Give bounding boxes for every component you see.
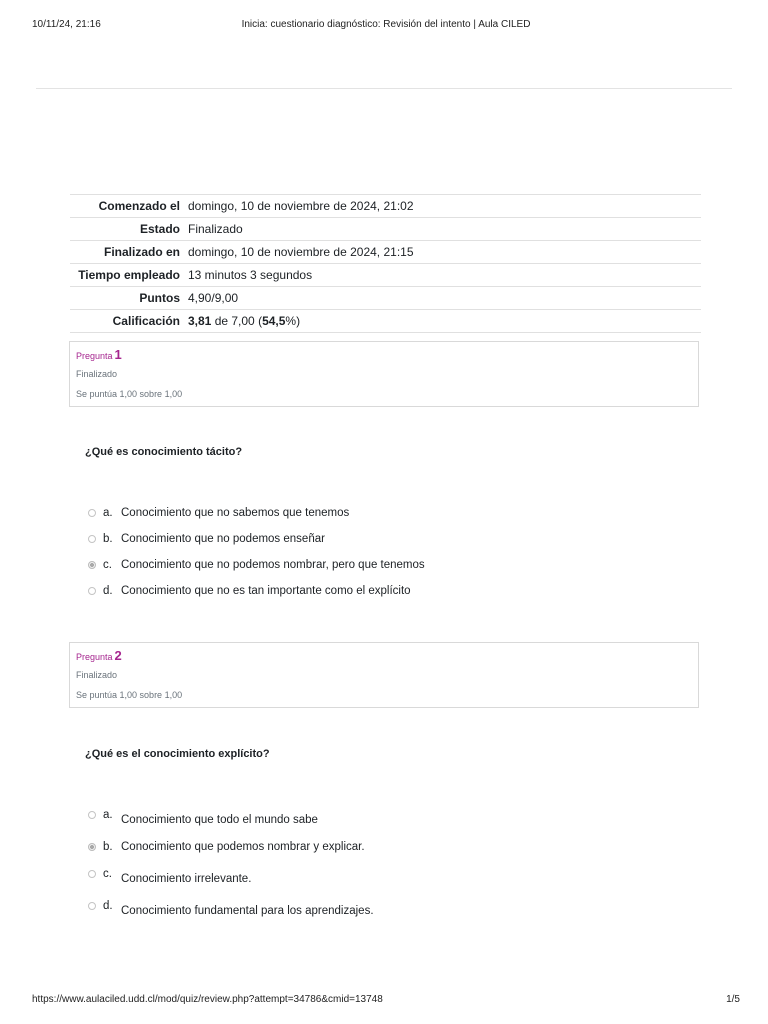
grade-middle: de 7,00 ( [211,314,263,328]
radio-button[interactable] [88,902,96,910]
radio-button[interactable] [88,587,96,595]
answer-option[interactable] [88,507,349,519]
attempt-summary-table [70,194,701,333]
header-divider [36,88,732,89]
summary-value: domingo, 10 de noviembre de 2024, 21:15 [188,245,414,259]
answer-letter: d. [103,585,113,597]
answer-option[interactable] [88,900,374,917]
answer-option[interactable] [88,533,325,545]
summary-label: Puntos [139,291,180,305]
summary-value: 13 minutos 3 segundos [188,268,313,282]
radio-button[interactable] [88,870,96,878]
answer-letter: c. [103,559,112,571]
answer-letter: d. [103,900,113,912]
answer-text: Conocimiento que todo el mundo sabe [121,814,318,826]
answer-option[interactable] [88,809,318,826]
question-info-box [69,642,699,708]
question-prefix: Pregunta [76,652,113,662]
summary-value: 4,90/9,00 [188,291,239,305]
answer-option[interactable] [88,841,365,853]
answer-letter: b. [103,841,113,853]
summary-label: Calificación [112,314,180,328]
print-url: https://www.aulaciled.udd.cl/mod/quiz/review.php?attempt=34786&cmid=13748 [32,994,383,1005]
summary-label: Finalizado en [103,245,180,259]
summary-value: Finalizado [188,222,243,236]
answer-text: Conocimiento que podemos nombrar y explicar. [121,841,365,853]
summary-value: domingo, 10 de noviembre de 2024, 21:02 [188,199,414,213]
summary-row [70,287,701,310]
answer-letter: b. [103,533,113,545]
question-grade: Se puntúa 1,00 sobre 1,00 [76,389,183,399]
summary-row [70,264,701,287]
question-number-value: 1 [114,347,122,362]
summary-row-grade [70,310,701,333]
grade-suffix: %) [285,314,301,328]
answer-text: Conocimiento que no es tan importante como el explícito [121,585,411,597]
print-page-title: Inicia: cuestionario diagnóstico: Revisión del intento | Aula CILED [241,19,531,30]
page-counter: 1/5 [726,994,740,1005]
radio-button[interactable] [88,811,96,819]
radio-button-checked[interactable] [88,843,96,851]
answer-text: Conocimiento irrelevante. [121,873,252,885]
summary-label: Comenzado el [98,199,180,213]
summary-grade-value [186,310,701,333]
summary-label: Tiempo empleado [78,268,180,282]
answer-option[interactable] [88,868,252,885]
question-state: Finalizado [76,369,118,379]
summary-row [70,195,701,218]
question-info-box [69,341,699,407]
answer-text: Conocimiento que no sabemos que tenemos [121,507,350,519]
grade-percent: 54,5 [262,314,286,328]
question-text: ¿Qué es conocimiento tácito? [85,446,243,458]
answer-option[interactable] [88,559,425,571]
question-state: Finalizado [76,670,118,680]
question-prefix: Pregunta [76,351,113,361]
summary-row [70,218,701,241]
answer-letter: a. [103,809,113,821]
answer-text: Conocimiento fundamental para los aprendizajes. [121,905,374,917]
question-grade: Se puntúa 1,00 sobre 1,00 [76,690,183,700]
answer-letter: c. [103,868,112,880]
answer-text: Conocimiento que no podemos enseñar [121,533,325,545]
radio-button-checked[interactable] [88,561,96,569]
radio-button[interactable] [88,509,96,517]
question-number [76,347,692,364]
print-date: 10/11/24, 21:16 [32,19,101,30]
grade-score: 3,81 [188,314,212,328]
question-number [76,648,692,665]
question-number-value: 2 [114,648,122,663]
summary-row [70,241,701,264]
answer-text: Conocimiento que no podemos nombrar, pero que tenemos [121,559,425,571]
answer-option[interactable] [88,585,411,597]
summary-label: Estado [139,222,180,236]
question-text: ¿Qué es el conocimiento explícito? [85,748,270,760]
radio-button[interactable] [88,535,96,543]
answer-letter: a. [103,507,113,519]
